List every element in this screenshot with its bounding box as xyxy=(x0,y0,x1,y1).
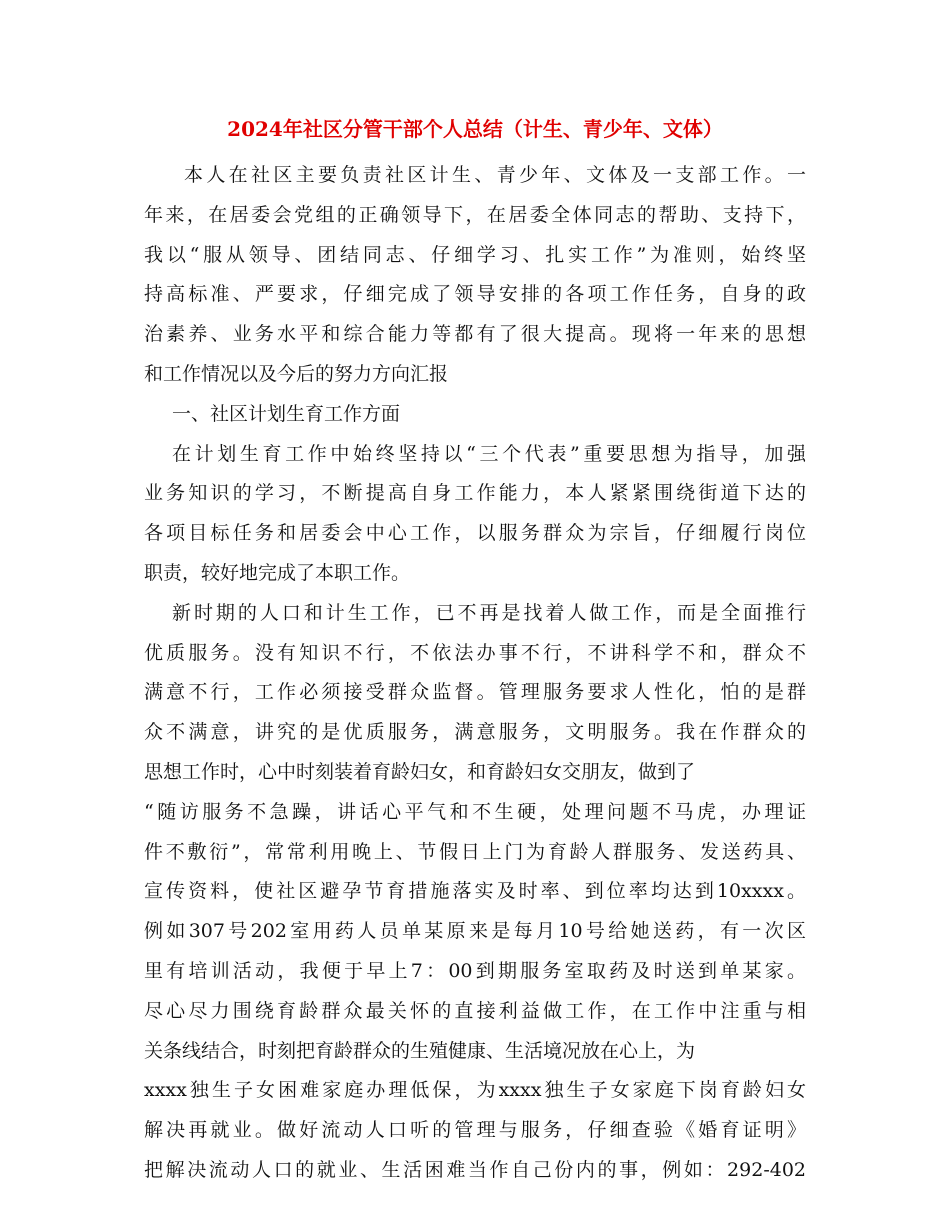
document-body xyxy=(144,156,806,1191)
paragraph-line: 里有培训活动，我便于早上7：00到期服务室取药及时送到单某家。 xyxy=(144,959,806,982)
paragraph-line: 例如307号202室用药人员单某原来是每月10号给她送药，有一次区 xyxy=(144,920,806,943)
paragraph-line: 尽心尽力围绕育龄群众最关怀的直接利益做工作，在工作中注重与相 xyxy=(144,999,806,1022)
paragraph-line: 优质服务。没有知识不行，不依法办事不行，不讲科学不和，群众不 xyxy=(144,641,806,664)
paragraph-line: 思想工作时，心中时刻装着育龄妇女，和育龄妇女交朋友，做到了 xyxy=(144,760,696,783)
paragraph-line: 我以“服从领导、团结同志、仔细学习、扎实工作”为准则，始终坚 xyxy=(144,243,806,266)
paragraph-line: 关条线结合，时刻把育龄群众的生殖健康、生活境况放在心上，为 xyxy=(144,1039,696,1062)
paragraph-line: 把解决流动人口的就业、生活困难当作自己份内的事，例如：292-402 xyxy=(144,1158,806,1181)
paragraph-line: 本人在社区主要负责社区计生、青少年、文体及一支部工作。一 xyxy=(184,164,806,186)
paragraph-line: 满意不行，工作必须接受群众监督。管理服务要求人性化，怕的是群 xyxy=(144,681,806,704)
paragraph-line: 治素养、业务水平和综合能力等都有了很大提高。现将一年来的思想 xyxy=(144,323,806,346)
paragraph-line: 职责，较好地完成了本职工作。 xyxy=(144,561,411,584)
paragraph-line: 宣传资料，使社区避孕节育措施落实及时率、到位率均达到10xxxx。 xyxy=(144,880,806,903)
paragraph-line: “随访服务不急躁，讲话心平气和不生硬，处理问题不马虎，办理证 xyxy=(144,800,806,823)
document-title: 2024年社区分管干部个人总结（计生、青少年、文体） xyxy=(227,117,723,141)
paragraph-line: xxxx独生子女困难家庭办理低保，为xxxx独生子女家庭下岗育龄妇女 xyxy=(144,1079,806,1102)
paragraph-line: 众不满意，讲究的是优质服务，满意服务，文明服务。我在作群众的 xyxy=(144,721,806,744)
paragraph-line: 在计划生育工作中始终坚持以“三个代表”重要思想为指导，加强 xyxy=(172,442,806,465)
section-heading: 一、社区计划生育工作方面 xyxy=(172,402,401,425)
paragraph-line: 新时期的人口和计生工作，已不再是找着人做工作，而是全面推行 xyxy=(172,601,806,624)
paragraph-line: 年来，在居委会党组的正确领导下，在居委全体同志的帮助、支持下， xyxy=(144,203,806,226)
paragraph-line: 和工作情况以及今后的努力方向汇报 xyxy=(144,362,449,385)
paragraph-line: 持高标准、严要求，仔细完成了领导安排的各项工作任务，自身的政 xyxy=(144,283,806,306)
paragraph-line: 业务知识的学习，不断提高自身工作能力，本人紧紧围绕街道下达的 xyxy=(144,482,806,505)
paragraph-line: 各项目标任务和居委会中心工作，以服务群众为宗旨，仔细履行岗位 xyxy=(144,522,806,545)
paragraph-line: 解决再就业。做好流动人口听的管理与服务，仔细查验《婚育证明》 xyxy=(144,1119,806,1142)
paragraph-line: 件不敷衍”，常常利用晚上、节假日上门为育龄人群服务、发送药具、 xyxy=(144,840,806,863)
